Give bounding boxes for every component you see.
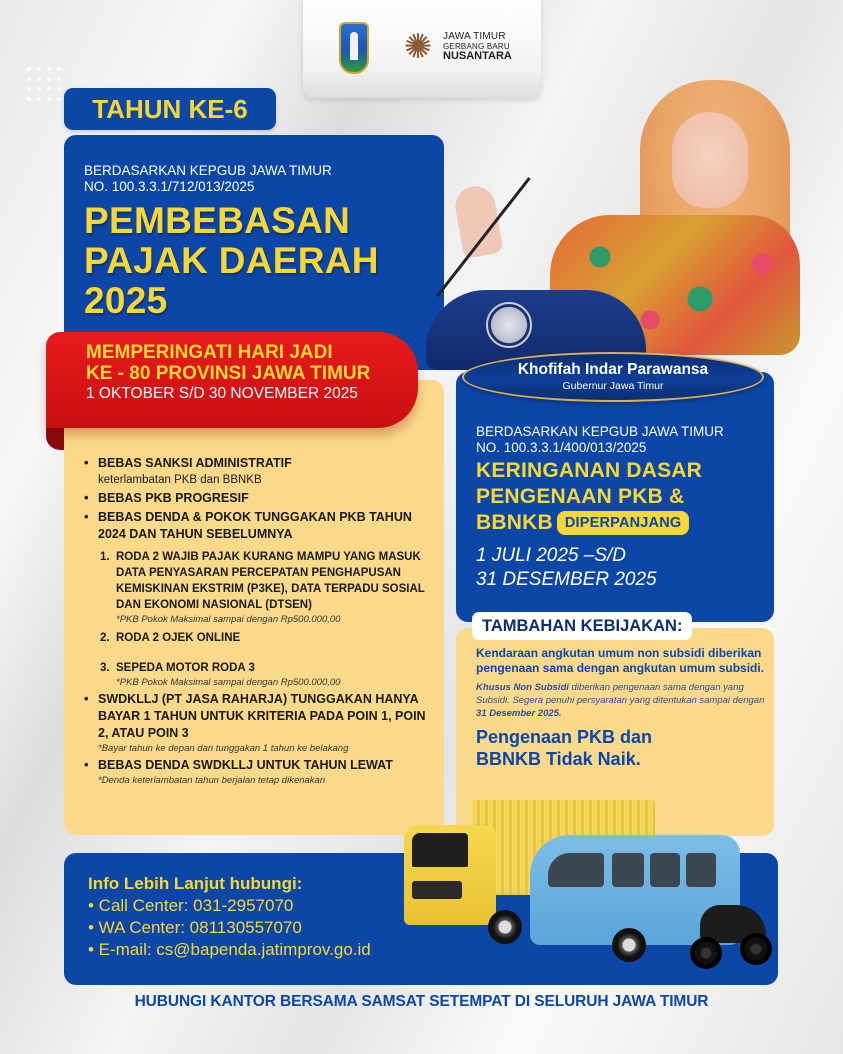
van-windshield	[548, 853, 604, 887]
motorcycle-wheel	[740, 933, 772, 965]
relief-title-line-2: PENGENAAN PKB &	[476, 485, 685, 508]
benefit-heading: BEBAS SANKSI ADMINISTRATIF	[98, 456, 292, 470]
policy-highlight	[476, 726, 766, 770]
garuda-emblem-icon	[486, 302, 532, 348]
bullet-icon: •	[84, 490, 89, 505]
ribbon-line-2: KE - 80 PROVINSI JAWA TIMUR	[86, 363, 371, 384]
benefit-heading: BEBAS DENDA & POKOK TUNGGAKAN PKB TAHUN 2024 DAN TAHUN SEBELUMNYA	[98, 510, 412, 541]
relief-notice-panel	[456, 372, 774, 622]
kepgub-line-2: NO. 100.3.3.1/712/013/2025	[84, 179, 255, 194]
governor-nameplate	[462, 352, 764, 402]
sub-item-number: 3.	[100, 662, 110, 674]
ribbon-line-1: MEMPERINGATI HARI JADI	[86, 342, 333, 363]
ornament-logo-icon: ✺	[403, 28, 433, 66]
main-title	[84, 201, 379, 321]
sub-item-text: RODA 2 WAJIB PAJAK KURANG MAMPU YANG MASUK DATA PENYASARAN PERCEPATAN PENGHAPUSAN KEMISKINAN EKSTRIM (P3KE), DATA TERPADU SOSIAL DAN EKONOMI NASIONAL (DTSEN)	[116, 551, 425, 611]
main-title-line-1: PEMBEBASAN	[84, 200, 351, 241]
kepgub2-line-1: BERDASARKAN KEPGUB JAWA TIMUR	[476, 424, 724, 439]
van-wheel-icon	[612, 928, 646, 962]
face-shape	[672, 112, 748, 208]
sub-item-text: SEPEDA MOTOR RODA 3	[116, 662, 255, 674]
relief-title-bbnkb: BBNKB	[476, 511, 553, 534]
footer-cta: HUBUNGI KANTOR BERSAMA SAMSAT SETEMPAT DI SELURUH JAWA TIMUR	[134, 993, 709, 1010]
main-title-line-3: 2025	[84, 280, 168, 321]
van-window	[686, 853, 716, 887]
kepgub-line-1: BERDASARKAN KEPGUB JAWA TIMUR	[84, 163, 332, 178]
wa-center-link[interactable]: • WA Center: 081130557070	[88, 918, 302, 937]
policy-body	[476, 646, 766, 770]
benefit-item	[84, 490, 438, 507]
governor-name: Khofifah Indar Parawansa	[517, 361, 709, 378]
sub-item	[98, 660, 438, 689]
benefit-subtext: keterlambatan PKB dan BBNKB	[98, 474, 262, 486]
sub-item-number: 1.	[100, 551, 110, 563]
policy-note	[476, 681, 766, 720]
bullet-icon: •	[84, 509, 89, 524]
policy-note-middle: diberikan pengenaan sama dengan yang Subsidi. Segera penuhi persyaratan yang ditentukan sampai dengan	[476, 682, 765, 706]
sub-item	[98, 630, 438, 646]
brand-text	[443, 32, 512, 62]
brand-line-3: NUSANTARA	[443, 49, 512, 62]
ribbon-text	[86, 342, 370, 403]
kepgub-reference-2	[476, 424, 724, 456]
benefit-note: *Bayar tahun ke depan dan tunggakan 1 tahun ke belakang	[98, 743, 349, 754]
truck-wheel-icon	[488, 910, 522, 944]
sub-item	[98, 549, 438, 626]
truck-window	[412, 833, 468, 867]
kepgub-reference	[84, 163, 332, 195]
relief-title	[476, 458, 702, 536]
relief-title-line-3	[476, 510, 702, 536]
brand-line-2: GERBANG BARU	[443, 41, 510, 51]
benefit-note: *Denda keterlambatan tahun berjalan tetap dikenakan	[98, 775, 326, 786]
truck-icon	[404, 825, 496, 925]
van-window	[612, 853, 644, 887]
sub-item-note: *PKB Pokok Maksimal sampai dengan Rp500.000,00	[116, 614, 341, 625]
motorcycle-wheel	[690, 937, 722, 969]
policy-main-text: Kendaraan angkutan umum non subsidi diberikan pengenaan sama dengan angkutan umum subsidi.	[476, 646, 765, 675]
benefit-heading: SWDKLLJ (PT JASA RAHARJA) TUNGGAKAN HANYA BAYAR 1 TAHUN UNTUK KRITERIA PADA POIN 1, POIN 2, ATAU POIN 3	[98, 692, 426, 740]
benefit-item	[84, 509, 438, 689]
bullet-icon: •	[84, 757, 89, 772]
sub-item-number: 2.	[100, 632, 110, 644]
sub-item-note: *PKB Pokok Maksimal sampai dengan Rp500.000,00	[116, 677, 341, 688]
benefits-list	[84, 455, 438, 788]
benefit-item	[84, 691, 438, 756]
van-window	[650, 853, 680, 887]
benefit-heading: BEBAS PKB PROGRESIF	[98, 491, 249, 505]
benefit-heading: BEBAS DENDA SWDKLLJ UNTUK TAHUN LEWAT	[98, 758, 393, 772]
policy-note-bold-end: 31 Desember 2025.	[476, 708, 562, 719]
brand-line-1: JAWA TIMUR	[443, 31, 506, 42]
motorcycle-icon	[690, 885, 774, 975]
ribbon-date-range: 1 OKTOBER S/D 30 NOVEMBER 2025	[86, 385, 358, 402]
sub-item-text: RODA 2 OJEK ONLINE	[116, 632, 241, 644]
relief-title-line-1: KERINGANAN DASAR	[476, 459, 703, 482]
jatim-crest-logo	[339, 22, 369, 74]
benefit-item	[84, 757, 438, 788]
governor-photo	[440, 60, 843, 360]
policy-note-bold-start: Khusus Non Subsidi	[476, 682, 569, 693]
policy-highlight-line-1: Pengenaan PKB dan	[476, 727, 653, 747]
bullet-icon: •	[84, 455, 89, 470]
kepgub2-line-2: NO. 100.3.3.1/400/013/2025	[476, 440, 647, 455]
contact-heading: Info Lebih Lanjut hubungi:	[88, 874, 303, 893]
diperpanjang-tag: DIPERPANJANG	[557, 511, 690, 535]
call-center-link[interactable]: • Call Center: 031-2957070	[88, 896, 294, 915]
email-link[interactable]: • E-mail: cs@bapenda.jatimprov.go.id	[88, 940, 371, 959]
policy-highlight-line-2: BBNKB Tidak Naik.	[476, 749, 641, 769]
tahun-badge: TAHUN KE-6	[64, 88, 276, 130]
additional-policy-badge: TAMBAHAN KEBIJAKAN:	[472, 612, 692, 640]
bullet-icon: •	[84, 691, 89, 706]
anniversary-ribbon	[46, 332, 418, 428]
date-line-2: 31 DESEMBER 2025	[476, 569, 657, 590]
main-title-line-2: PAJAK DAERAH	[84, 240, 379, 281]
benefit-item	[84, 455, 438, 488]
contact-list	[88, 895, 371, 961]
relief-date-range	[476, 544, 657, 592]
dot-grid-decoration	[24, 64, 64, 104]
date-line-1: 1 JULI 2025 –S/D	[476, 545, 626, 566]
truck-grille	[412, 881, 462, 899]
governor-title: Gubernur Jawa Timur	[562, 380, 664, 392]
